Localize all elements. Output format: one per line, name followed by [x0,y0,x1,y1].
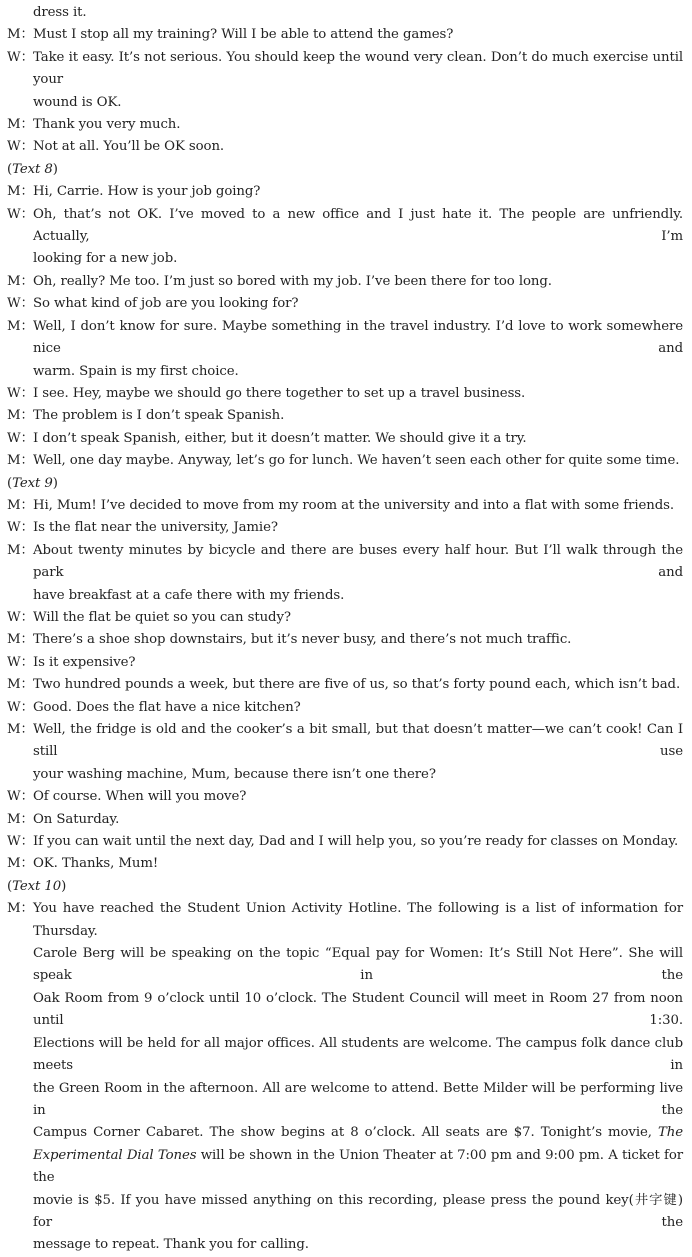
speaker-label: M： [7,117,34,133]
dialogue-text: You have reached the Student Union Activity Hotline. The following is a list of information for Thursday. [33,901,683,939]
speaker-label: M： [7,677,34,693]
continuation-line: wound is OK. [33,94,122,110]
continuation-line: Elections will be held for all major offices. All students are welcome. The campus folk dance club meets in [33,1035,683,1074]
speaker-label: W： [7,699,34,715]
dialogue-line [7,293,683,315]
section-heading: (Text 8) [7,161,58,177]
dialogue-line [7,450,683,472]
dialogue-text: Not at all. You’ll be OK soon. [33,139,225,155]
dialogue-text: Oh, really? Me too. I’m just so bored with my job. I’ve been there for too long. [33,273,552,289]
continuation-line: message to repeat. Thank you for calling. [33,1237,309,1253]
speaker-label: W： [7,385,34,401]
dialogue-line [7,47,683,92]
dialogue-text: Well, the fridge is old and the cooker’s a bit small, but that doesn’t matter—we can’t cook! Can I still use [33,722,683,760]
speaker-label: W： [7,430,34,446]
dialogue-line [7,24,683,46]
dialogue-text: Oh, that’s not OK. I’ve moved to a new office and I just hate it. The people are unfriendly. Actually, I’m [33,206,683,245]
continuation-line: looking for a new job. [33,251,178,267]
dialogue-text: The problem is I don’t speak Spanish. [33,408,285,424]
speaker-label: M： [7,273,34,289]
dialogue-line [7,607,683,629]
dialogue-line [7,181,683,203]
speaker-label: W： [7,296,34,312]
dialogue-line [7,271,683,293]
dialogue-text: Well, one day maybe. Anyway, let’s go for lunch. We haven’t seen each other for quite some time. [33,453,680,469]
speaker-label: W： [7,834,34,850]
dialogue-text: About twenty minutes by bicycle and there are buses every half hour. But I’ll walk through the park and [33,542,683,581]
dialogue-text: I don’t speak Spanish, either, but it doesn’t matter. We should give it a try. [33,430,527,446]
speaker-label: M： [7,453,34,469]
dialogue-line [7,540,683,585]
speaker-label: W： [7,654,34,670]
dialogue-line [7,809,683,831]
dialogue-text: On Saturday. [33,811,120,827]
dialogue-text: Two hundred pounds a week, but there are five of us, so that’s forty pound each, which isn’t bad. [33,677,681,693]
dialogue-text: I see. Hey, maybe we should go there together to set up a travel business. [33,385,526,401]
continuation-line: dress it. [33,5,87,20]
dialogue-line [7,136,683,158]
speaker-label: M： [7,632,34,648]
dialogue-line [7,383,683,405]
dialogue-line [7,204,683,249]
section-heading: (Text 9) [7,475,58,491]
speaker-label: M： [7,27,34,43]
dialogue-text: So what kind of job are you looking for? [33,296,299,312]
dialogue-text: Is the flat near the university, Jamie? [33,520,278,536]
speaker-label: W： [7,206,34,222]
dialogue-line [7,495,683,517]
dialogue-line [7,517,683,539]
dialogue-text: Well, I don’t know for sure. Maybe something in the travel industry. I’d love to work somewhere nice and [33,318,683,357]
dialogue-line [7,719,683,764]
dialogue-line [7,428,683,450]
dialogue-line [7,674,683,696]
dialogue-line [7,697,683,719]
continuation-line: Carole Berg will be speaking on the topic “Equal pay for Women: It’s Still Not Here”. She will speak in the [33,946,683,984]
speaker-label: M： [7,901,34,917]
dialogue-text: Good. Does the flat have a nice kitchen? [33,699,301,715]
continuation-line: have breakfast at a cafe there with my friends. [33,587,345,603]
dialogue-text: Hi, Mum! I’ve decided to move from my room at the university and into a flat with some friends. [33,497,674,513]
speaker-label: M： [7,811,34,827]
speaker-label: M： [7,856,34,872]
dialogue-text: Take it easy. It’s not serious. You should keep the wound very clean. Don’t do much exercise until your [33,49,683,88]
dialogue-text: If you can wait until the next day, Dad and I will help you, so you’re ready for classes on Monday. [33,834,679,850]
dialogue-text: Will the flat be quiet so you can study? [33,609,291,625]
dialogue-line [7,629,683,651]
dialogue-line [7,831,683,853]
speaker-label: M： [7,318,34,334]
dialogue-line [7,114,683,136]
continuation-line: the Green Room in the afternoon. All are welcome to attend. Bette Milder will be performing live in the [33,1080,683,1118]
dialogue-line [7,898,683,943]
continuation-line: Oak Room from 9 o’clock until 10 o’clock. The Student Council will meet in Room 27 from noon until 1:30. [33,990,683,1029]
dialogue-text: Is it expensive? [33,654,136,670]
speaker-label: W： [7,139,34,155]
speaker-label: W： [7,520,34,536]
dialogue-line [7,853,683,875]
speaker-label: W： [7,49,34,65]
continuation-line: your washing machine, Mum, because there isn’t one there? [33,766,436,782]
dialogue-text: There’s a shoe shop downstairs, but it’s never busy, and there’s not much traffic. [33,632,572,648]
speaker-label: M： [7,542,34,558]
speaker-label: M： [7,497,34,513]
speaker-label: M： [7,408,34,424]
continuation-line: movie is $5. If you have missed anything on this recording, please press the pound key(井字键) for the [33,1192,683,1230]
dialogue-line [7,405,683,427]
dialogue-line [7,652,683,674]
continuation-line: Campus Corner Cabaret. The show begins at 8 o’clock. All seats are $7. Tonight’s movie, The [33,1125,683,1141]
dialogue-line [7,316,683,361]
dialogue-text: Of course. When will you move? [33,789,247,805]
speaker-label: M： [7,184,34,200]
speaker-label: M： [7,722,34,737]
continuation-line: Experimental Dial Tones will be shown in the Union Theater at 7:00 pm and 9:00 pm. A ticket for the [33,1147,683,1186]
dialogue-text: Thank you very much. [33,117,181,133]
dialogue-text: Must I stop all my training? Will I be able to attend the games? [33,27,454,43]
section-heading: (Text 10) [7,878,67,894]
dialogue-text: Hi, Carrie. How is your job going? [33,184,261,200]
speaker-label: W： [7,609,34,625]
continuation-line: warm. Spain is my first choice. [33,363,239,379]
speaker-label: W： [7,789,34,805]
dialogue-line [7,786,683,808]
dialogue-text: OK. Thanks, Mum! [33,856,159,872]
